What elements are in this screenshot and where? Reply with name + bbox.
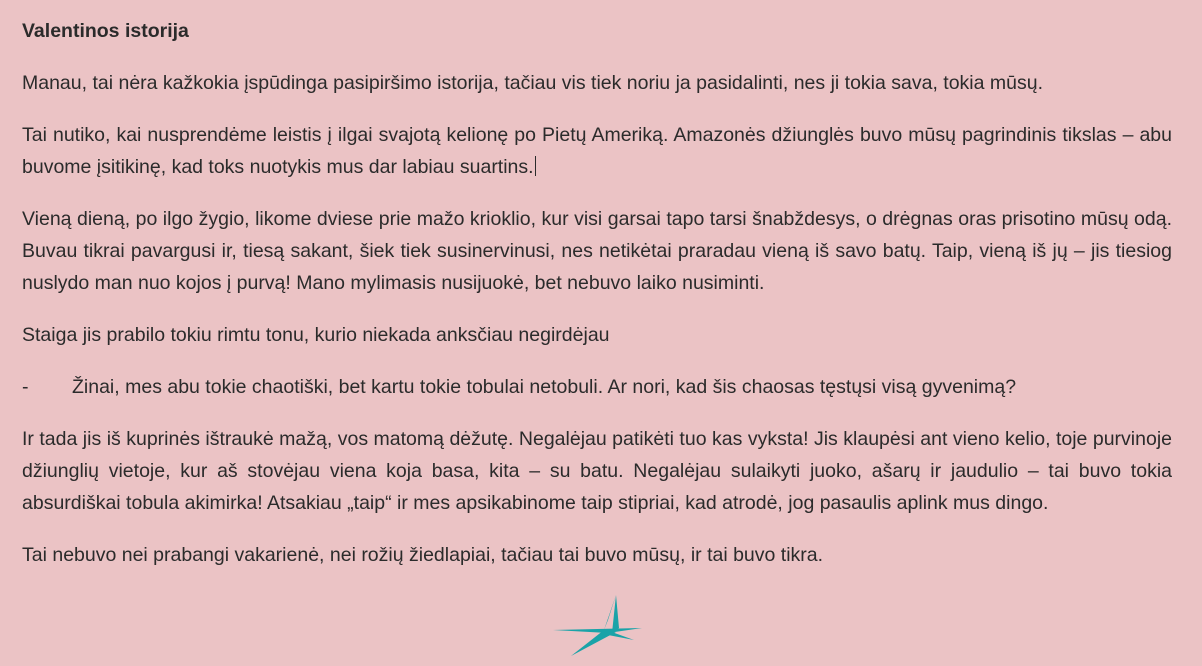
story-paragraph-2[interactable] xyxy=(22,119,1172,183)
dialogue-dash: - xyxy=(22,376,29,398)
story-title: Valentinos istorija xyxy=(22,20,189,42)
story-document xyxy=(22,15,1172,591)
teal-star-logo-icon xyxy=(550,592,644,658)
story-paragraph-6: Tai nebuvo nei prabangi vakarienė, nei rožių žiedlapiai, tačiau tai buvo mūsų, ir tai buvo tikra. xyxy=(22,544,824,566)
story-paragraph-5: Ir tada jis iš kuprinės ištraukė mažą, vos matomą dėžutę. Negalėjau patikėti tuo kas vyksta! Jis klaupėsi ant vieno kelio, toje purvinoje džiunglių vietoje, kur aš stovėjau viena koja basa, kita – su batu. Negalėjau sulaikyti juoko, ašarų ir jaudulio – tai buvo tokia absurdiškai tobula akimirka! Atsakiau „taip“ ir mes apsikabinome taip stipriai, kad atrodė, jog pasaulis aplink mus dingo. xyxy=(22,428,1172,514)
dialogue-line xyxy=(22,371,1172,403)
text-cursor xyxy=(535,156,536,176)
story-paragraph-2-text: Tai nutiko, kai nusprendėme leistis į ilgai svajotą kelionę po Pietų Ameriką. Amazonės džiunglės buvo mūsų pagrindinis tikslas – abu buvome įsitikinę, kad toks nuotykis mus dar labiau suartins. xyxy=(22,124,1172,178)
dialogue-text: Žinai, mes abu tokie chaotiški, bet kartu tokie tobulai netobuli. Ar nori, kad šis chaosas tęstųsi visą gyvenimą? xyxy=(72,376,1017,398)
story-paragraph-4: Staiga jis prabilo tokiu rimtu tonu, kurio niekada anksčiau negirdėjau xyxy=(22,324,610,346)
story-paragraph-1: Manau, tai nėra kažkokia įspūdinga pasipiršimo istorija, tačiau vis tiek noriu ja pasidalinti, nes ji tokia sava, tokia mūsų. xyxy=(22,72,1043,94)
story-paragraph-3: Vieną dieną, po ilgo žygio, likome dviese prie mažo krioklio, kur visi garsai tapo tarsi šnabždesys, o drėgnas oras prisotino mūsų odą. Buvau tikrai pavargusi ir, tiesą sakant, šiek tiek susinervinusi, nes netikėtai praradau vieną iš savo batų. Taip, vieną iš jų – jis tiesiog nuslydo man nuo kojos į purvą! Mano mylimasis nusijuokė, bet nebuvo laiko nusiminti. xyxy=(22,208,1172,294)
